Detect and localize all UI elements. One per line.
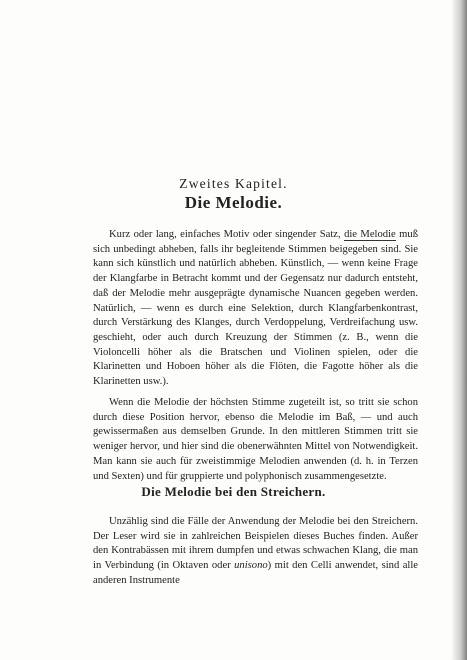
paragraph-3 — [93, 515, 418, 589]
paragraph-1 — [93, 228, 418, 390]
chapter-label: Zweites Kapitel. — [179, 176, 288, 191]
section-heading: Die Melodie bei den Streichern. — [141, 484, 326, 499]
paragraph-3-rest: ) mit den Celli anwendet, sind alle anderen Instrumente — [93, 560, 418, 586]
chapter-title: Die Melodie. — [184, 193, 283, 212]
page-edge-shadow — [451, 0, 467, 660]
paragraph-1-start: Kurz oder lang, einfaches Motiv oder singender Satz, — [109, 229, 345, 240]
paragraph-3-start: Unzählig sind die Fälle der Anwendung der Melodie bei den Streichern. Der Leser wird sie in zahlreichen Beispielen dieses Buches finden. Außer den Kontrabässen mit ihrem dumpfen und etwas schwachen Klang, die man in Verbindung (in Oktaven oder — [93, 516, 418, 572]
italic-term: unisono — [234, 560, 268, 572]
paragraph-1-rest: muß sich unbedingt abheben, falls ihr begleitende Stimmen beigegeben sind. Sie kann sich künstlich und natürlich abheben. Künstlich, — wenn keine Frage der Klangfarbe in Betracht kommt und der Gegensatz nur dadurch entsteht, daß der Melodie mehr ausgeprägte dynamische Nuancen gegeben werden. Natürlich, — wenn es durch eine Selektion, durch Klangfarbenkontrast, durch Verstärkung des Klanges, durch Verdoppelung, Verdreifachung usw. geschieht, oder auch durch Kreuzung der Stimmen (z. B., wenn die Violoncelli höher als die Bratschen und Violinen spielen, oder die Klarinetten und Hoboen höher als die Flöten, die Fagotte höher als die Klarinetten usw.). — [93, 229, 418, 388]
paragraph-2 — [93, 396, 418, 484]
paragraph-2-text: Wenn die Melodie der höchsten Stimme zugeteilt ist, so tritt sie schon durch diese Position hervor, ebenso die Melodie im Baß, — und auch gewissermaßen aus demselben Grunde. In den mittleren Stimmen tritt sie weniger hervor, und hier sind die obenerwähnten Mittel von Notwendigkeit. Man kann sie auch für zweistimmige Melodien anwenden (d. h. in Terzen und Sexten) und für gruppierte und polyphonisch zusammengesetzte. — [93, 397, 418, 482]
underlined-phrase: die Melodie — [344, 229, 396, 240]
